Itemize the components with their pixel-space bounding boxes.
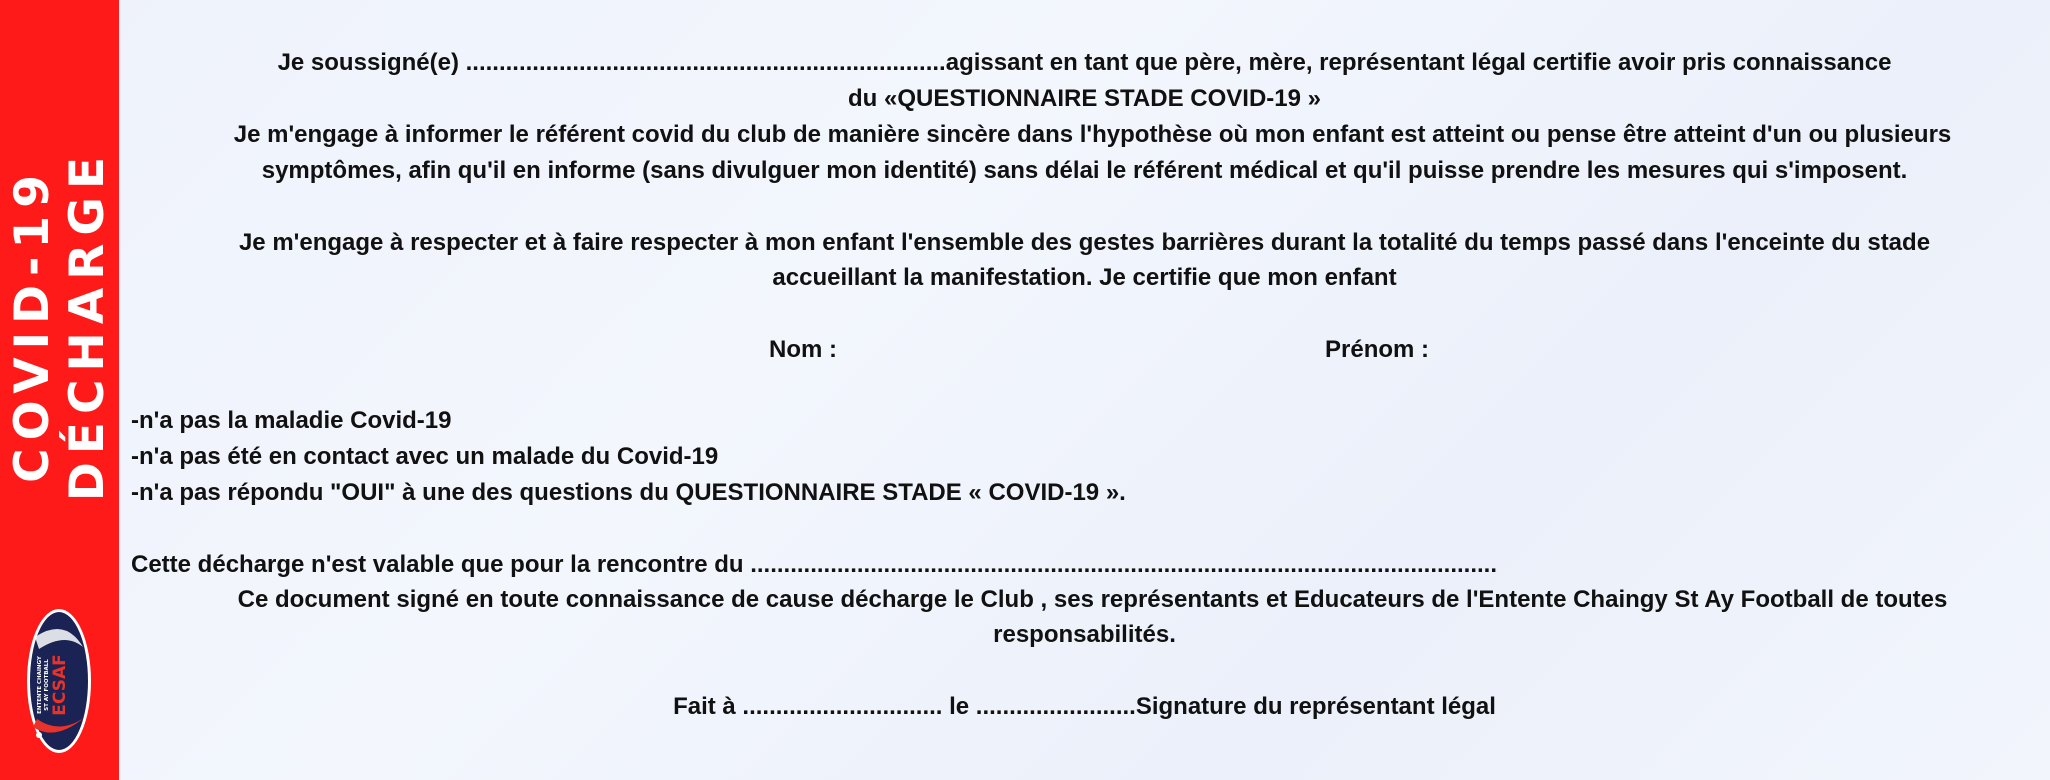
declaration-line-2: du «QUESTIONNAIRE STADE COVID-19 » [848,85,1321,112]
signature-line: Fait à .............................. le ........................Signature du représentant légal [673,693,1496,720]
bullet-item-1: -n'a pas la maladie Covid-19 [131,407,452,434]
prenom-label: Prénom : [1325,336,1430,363]
nom-label: Nom : [769,336,837,363]
logo-text-main: ECSAF [50,654,70,716]
validity-line: Cette décharge n'est valable que pour la rencontre du ................................................................................................................ [131,551,1498,578]
logo-text-sub1: ENTENTE CHAINGY [37,656,43,714]
commitment-line-2: symptômes, afin qu'il en informe (sans divulguer mon identité) sans délai le référent médical et qu'il puisse prendre les mesures qui s'imposent. [261,157,1908,184]
bullet-item-3: -n'a pas répondu "OUI" à une des questions du QUESTIONNAIRE STADE « COVID-19 ». [131,479,1126,506]
sidebar-title-line2: DÉCHARGE [60,148,115,502]
discharge-line-1: Ce document signé en toute connaissance de cause décharge le Club , ses représentants et Educateurs de l'Entente Chaingy St Ay Football de toutes [237,586,1948,613]
barrier-line-1: Je m'engage à respecter et à faire respecter à mon enfant l'ensemble des gestes barrières durant la totalité du temps passé dans l'enceinte du stade [238,229,1931,256]
club-logo [25,607,93,755]
sidebar-title-line1: COVID-19 [5,167,60,483]
logo-ball-icon [36,732,42,738]
sidebar-title [5,149,115,501]
logo-text-sub2: ST AY FOOTBALL [44,659,50,711]
commitment-line-1: Je m'engage à informer le référent covid du club de manière sincère dans l'hypothèse où mon enfant est atteint ou pense être atteint d'un ou plusieurs [233,121,1952,148]
bullet-item-2: -n'a pas été en contact avec un malade du Covid-19 [131,443,719,470]
sidebar-banner [0,0,119,780]
barrier-line-2: accueillant la manifestation. Je certifie que mon enfant [772,264,1397,291]
discharge-line-2: responsabilités. [993,621,1176,648]
document-body [119,0,2050,780]
declaration-line-1: Je soussigné(e) ........................................................................agissant en tant que père, mère, représentant légal certifie avoir pris connaissance [277,49,1892,76]
